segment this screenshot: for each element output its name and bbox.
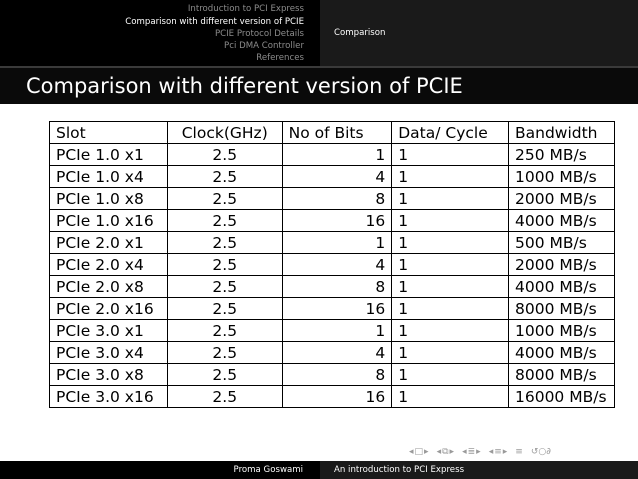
cell-slot: PCIe 2.0 x8 bbox=[50, 276, 168, 298]
cell-slot: PCIe 2.0 x1 bbox=[50, 232, 168, 254]
footer-bar bbox=[0, 461, 638, 479]
cell-bits: 1 bbox=[282, 320, 392, 342]
cell-clock: 2.5 bbox=[167, 298, 282, 320]
cell-data-cycle: 1 bbox=[392, 386, 509, 408]
cell-slot: PCIe 2.0 x16 bbox=[50, 298, 168, 320]
cell-slot: PCIe 1.0 x8 bbox=[50, 188, 168, 210]
section-link-references[interactable]: References bbox=[256, 53, 304, 64]
cell-bandwidth: 4000 MB/s bbox=[508, 342, 614, 364]
cell-bits: 8 bbox=[282, 364, 392, 386]
cell-data-cycle: 1 bbox=[392, 166, 509, 188]
cell-clock: 2.5 bbox=[167, 386, 282, 408]
cell-bandwidth: 8000 MB/s bbox=[508, 364, 614, 386]
next-subsection-icon[interactable]: ▸ bbox=[476, 447, 481, 457]
footer-title-panel bbox=[320, 461, 638, 479]
table-row bbox=[50, 342, 615, 364]
pcie-comparison-table bbox=[49, 121, 615, 408]
cell-slot: PCIe 1.0 x16 bbox=[50, 210, 168, 232]
zoom-icon[interactable]: ↺○∂ bbox=[530, 447, 551, 457]
section-icon: ≡ bbox=[494, 447, 502, 457]
cell-clock: 2.5 bbox=[167, 188, 282, 210]
beamer-navigation-symbols bbox=[409, 446, 556, 458]
cell-slot: PCIe 1.0 x4 bbox=[50, 166, 168, 188]
table-row bbox=[50, 320, 615, 342]
cell-data-cycle: 1 bbox=[392, 276, 509, 298]
section-link-comparison[interactable]: Comparison with different version of PCIE bbox=[125, 16, 304, 27]
footer-author-panel bbox=[0, 461, 320, 479]
cell-data-cycle: 1 bbox=[392, 320, 509, 342]
cell-bandwidth: 250 MB/s bbox=[508, 144, 614, 166]
subsection-nav bbox=[462, 447, 481, 457]
next-section-icon[interactable]: ▸ bbox=[502, 447, 508, 457]
cell-clock: 2.5 bbox=[167, 254, 282, 276]
cell-bandwidth: 2000 MB/s bbox=[508, 188, 614, 210]
frame-icon: ⧉ bbox=[442, 447, 449, 457]
table-row bbox=[50, 276, 615, 298]
subsection-panel bbox=[320, 0, 638, 66]
column-header-clock: Clock(GHz) bbox=[167, 122, 282, 144]
table-body bbox=[50, 144, 615, 408]
section-link-dma[interactable]: Pci DMA Controller bbox=[224, 41, 304, 52]
cell-bits: 8 bbox=[282, 188, 392, 210]
cell-clock: 2.5 bbox=[167, 144, 282, 166]
cell-bits: 4 bbox=[282, 166, 392, 188]
table-row bbox=[50, 364, 615, 386]
table-row bbox=[50, 166, 615, 188]
column-header-bandwidth: Bandwidth bbox=[508, 122, 614, 144]
table-row bbox=[50, 386, 615, 408]
column-header-bits: No of Bits bbox=[282, 122, 392, 144]
cell-bits: 16 bbox=[282, 210, 392, 232]
prev-subsection-icon[interactable]: ◂ bbox=[462, 447, 467, 457]
section-link-protocol[interactable]: PCIE Protocol Details bbox=[214, 28, 304, 39]
frame-title-bar bbox=[0, 68, 638, 104]
cell-data-cycle: 1 bbox=[392, 188, 509, 210]
table-row bbox=[50, 188, 615, 210]
align-nav bbox=[515, 447, 523, 457]
cell-bits: 1 bbox=[282, 232, 392, 254]
next-slide-icon[interactable]: ▸ bbox=[424, 447, 429, 457]
subsection-icon: ≣ bbox=[467, 447, 476, 457]
cell-bandwidth: 500 MB/s bbox=[508, 232, 614, 254]
cell-bits: 16 bbox=[282, 386, 392, 408]
cell-bits: 4 bbox=[282, 254, 392, 276]
align-icon[interactable]: ≡ bbox=[515, 447, 523, 457]
cell-data-cycle: 1 bbox=[392, 298, 509, 320]
cell-clock: 2.5 bbox=[167, 364, 282, 386]
zoom-nav bbox=[531, 447, 551, 457]
section-nav bbox=[489, 447, 508, 457]
table-row bbox=[50, 254, 615, 276]
cell-slot: PCIe 3.0 x1 bbox=[50, 320, 168, 342]
cell-clock: 2.5 bbox=[167, 232, 282, 254]
cell-bandwidth: 4000 MB/s bbox=[508, 210, 614, 232]
cell-slot: PCIe 3.0 x16 bbox=[50, 386, 168, 408]
cell-data-cycle: 1 bbox=[392, 254, 509, 276]
cell-bandwidth: 2000 MB/s bbox=[508, 254, 614, 276]
prev-frame-icon[interactable]: ◂ bbox=[436, 447, 442, 457]
header-navigation bbox=[0, 0, 638, 66]
cell-bandwidth: 1000 MB/s bbox=[508, 166, 614, 188]
subsection-link-comparison[interactable]: Comparison bbox=[334, 28, 386, 38]
cell-clock: 2.5 bbox=[167, 276, 282, 298]
prev-slide-icon[interactable]: ◂ bbox=[409, 447, 414, 457]
cell-bandwidth: 16000 MB/s bbox=[508, 386, 614, 408]
table-row bbox=[50, 232, 615, 254]
cell-slot: PCIe 3.0 x4 bbox=[50, 342, 168, 364]
cell-clock: 2.5 bbox=[167, 166, 282, 188]
cell-data-cycle: 1 bbox=[392, 342, 509, 364]
cell-data-cycle: 1 bbox=[392, 144, 509, 166]
cell-bandwidth: 4000 MB/s bbox=[508, 276, 614, 298]
table-row bbox=[50, 144, 615, 166]
cell-data-cycle: 1 bbox=[392, 364, 509, 386]
column-header-data-cycle: Data/ Cycle bbox=[392, 122, 509, 144]
cell-bits: 4 bbox=[282, 342, 392, 364]
table-row bbox=[50, 210, 615, 232]
cell-data-cycle: 1 bbox=[392, 210, 509, 232]
footer-author: Proma Goswami bbox=[233, 465, 303, 475]
page-title: Comparison with different version of PCIE bbox=[26, 74, 463, 98]
next-frame-icon[interactable]: ▸ bbox=[449, 447, 455, 457]
cell-bandwidth: 8000 MB/s bbox=[508, 298, 614, 320]
slide-icon: □ bbox=[414, 447, 424, 457]
table-header-row bbox=[50, 122, 615, 144]
footer-title: An introduction to PCI Express bbox=[334, 465, 465, 475]
cell-bits: 1 bbox=[282, 144, 392, 166]
column-header-slot: Slot bbox=[50, 122, 168, 144]
cell-slot: PCIe 2.0 x4 bbox=[50, 254, 168, 276]
section-link-intro[interactable]: Introduction to PCI Express bbox=[187, 4, 304, 15]
section-list bbox=[0, 0, 320, 66]
prev-section-icon[interactable]: ◂ bbox=[488, 447, 494, 457]
cell-slot: PCIe 3.0 x8 bbox=[50, 364, 168, 386]
cell-data-cycle: 1 bbox=[392, 232, 509, 254]
slide-nav bbox=[409, 447, 429, 457]
frame-nav bbox=[437, 447, 455, 457]
cell-bits: 8 bbox=[282, 276, 392, 298]
cell-clock: 2.5 bbox=[167, 342, 282, 364]
cell-bandwidth: 1000 MB/s bbox=[508, 320, 614, 342]
cell-clock: 2.5 bbox=[167, 210, 282, 232]
cell-clock: 2.5 bbox=[167, 320, 282, 342]
cell-slot: PCIe 1.0 x1 bbox=[50, 144, 168, 166]
table-row bbox=[50, 298, 615, 320]
cell-bits: 16 bbox=[282, 298, 392, 320]
